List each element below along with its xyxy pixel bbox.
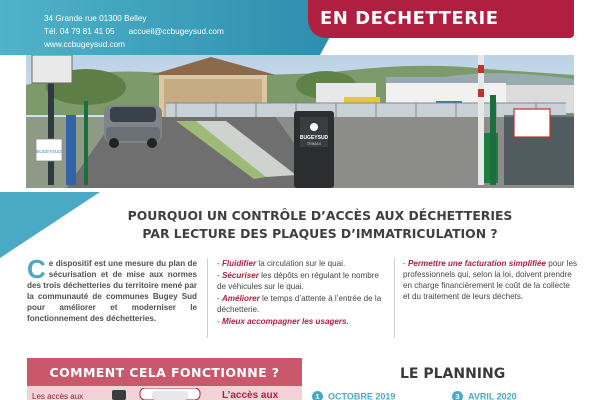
step-label: OCTOBRE 2019 <box>328 391 396 400</box>
section-question <box>120 207 520 243</box>
column-divider <box>207 258 208 338</box>
step-number: 3 <box>452 391 463 400</box>
email-link[interactable]: accueil@ccbugeysud.com <box>128 27 224 36</box>
question-line-1: POURQUOI UN CONTRÔLE D’ACCÈS AUX DÉCHETTERIES <box>127 208 513 223</box>
vehicle-scan-illustration <box>112 388 212 400</box>
planning-item <box>312 391 395 400</box>
intro-paragraph <box>27 254 197 325</box>
phone: Tél. 04 79 81 41 05 <box>44 27 115 36</box>
terminal-brand: BUGEYSUD <box>299 135 329 141</box>
address: 34 Grande rue 01300 Belley <box>44 14 147 23</box>
entrance-photo <box>26 55 574 188</box>
benefit-item: - Améliorer le temps d’attente à l’entrée de la déchetterie. <box>217 294 382 315</box>
step-number: 1 <box>312 391 323 400</box>
title-badge <box>308 0 574 38</box>
benefit-item: - Sécuriser les dépôts en régulant le nombre de véhicules sur le quai. <box>217 271 379 292</box>
website-link[interactable]: www.ccbugeysud.com <box>44 40 125 49</box>
dropcap: C <box>27 254 46 284</box>
corner-accent <box>0 192 100 258</box>
billing-paragraph: - Permettre une facturation simplifiée pour les professionnels qui, selon la loi, doivent prendre en charge financièrement le coût de la collecte et du traitement de leurs déchets. <box>403 259 578 302</box>
how-right-text: L’accès aux <box>222 390 279 400</box>
benefit-item: - Mieux accompagner les usagers. <box>217 317 349 327</box>
billing-em: Permettre une facturation simplifiée <box>407 259 547 268</box>
entrance-photo-illustration <box>26 55 574 188</box>
column-divider <box>394 258 395 338</box>
benefits-list <box>217 258 387 329</box>
question-line-2: PAR LECTURE DES PLAQUES D’IMMATRICULATION ? <box>142 226 498 241</box>
planning-title: LE PLANNING <box>400 366 506 382</box>
billing-text: pour les professionnels qui, selon la loi, doivent prendre en charge financièrement le coût de la collecte et du traitement de leurs déchets. <box>403 259 578 302</box>
step-label: AVRIL 2020 <box>468 391 517 400</box>
benefit-item: - Fluidifier la circulation sur le quai. <box>217 259 346 268</box>
planning-item <box>452 391 517 400</box>
terminal-sub: TRIMAX <box>306 142 322 146</box>
header <box>0 0 600 55</box>
how-it-works-title: COMMENT CELA FONCTIONNE ? <box>49 365 280 380</box>
intro-text: e dispositif est une mesure du plan de sécurisation et de mise aux normes des trois déchetteries du territoire mené par la communauté de communes Bugey Sud pour améliorer et moderniser le fonctionnement des déchetteries. <box>27 259 197 324</box>
contact-block <box>44 12 224 51</box>
page-title: EN DECHETTERIE <box>320 8 499 29</box>
left-sign-text: BUGEYSUD <box>36 149 62 154</box>
how-left-text: Les accès aux <box>32 392 84 400</box>
